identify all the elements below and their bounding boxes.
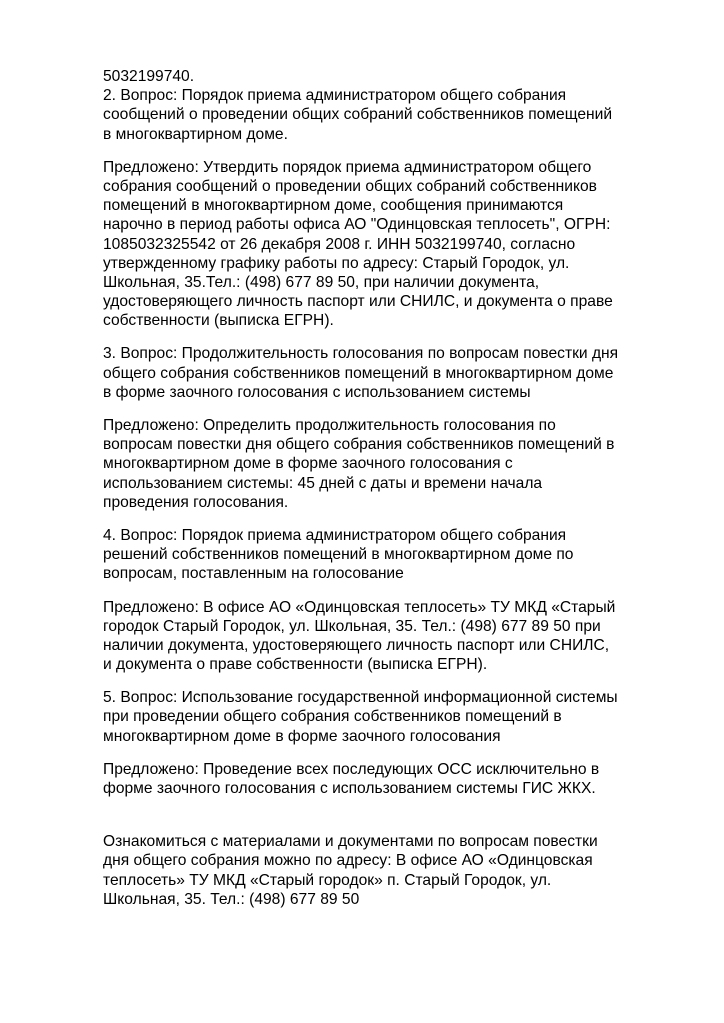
text-line: Ознакомиться с материалами и документами по вопросам повестки (103, 833, 598, 851)
text-line: 5. Вопрос: Использование государственной информационной системы (103, 689, 618, 707)
text-line: многоквартирном доме в форме заочного голосования (103, 727, 501, 745)
text-line: использованием системы: 45 дней с даты и времени начала (103, 474, 543, 492)
text-line: нарочно в период работы офиса АО "Одинцовская теплосеть", ОГРН: (103, 216, 611, 234)
proposal-5-paragraph (103, 760, 683, 798)
text-line: утвержденному графику работы по адресу: Старый Городок, ул. (103, 254, 570, 272)
text-line: собственности (выписка ЕГРН). (103, 312, 334, 330)
text-line: при проведении общего собрания собственников помещений в (103, 708, 562, 726)
text-line: 4. Вопрос: Порядок приема администратором общего собрания (103, 526, 567, 544)
text-line: Школьная, 35. Тел.: (498) 677 89 50 (103, 890, 360, 908)
lead-paragraph (103, 67, 683, 86)
text-line: 5032199740. (103, 68, 195, 85)
document-page (103, 67, 683, 909)
text-line: 1085032325542 от 26 декабря 2008 г. ИНН 5032199740, согласно (103, 235, 576, 253)
text-line: проведения голосования. (103, 493, 289, 511)
text-line: Предложено: Утвердить порядок приема администратором общего (103, 158, 592, 176)
text-line: наличии документа, удостоверяющего личность паспорт или СНИЛС, (103, 636, 610, 654)
paragraph-gap (103, 584, 683, 598)
text-line: дня общего собрания можно по адресу: В офисе АО «Одинцовская (103, 852, 593, 870)
text-line: Школьная, 35.Тел.: (498) 677 89 50, при наличии документа, (103, 273, 540, 291)
proposal-4-paragraph (103, 598, 683, 675)
proposal-3-paragraph (103, 416, 683, 512)
text-line: собрания сообщений о проведении общих собраний собственников (103, 177, 597, 195)
text-line: решений собственников помещений в многоквартирном доме по (103, 546, 574, 564)
paragraph-gap (103, 746, 683, 760)
paragraph-gap (103, 798, 683, 832)
footer-note-paragraph (103, 832, 683, 909)
text-line: в многоквартирном доме. (103, 125, 288, 143)
text-line: городок Старый Городок, ул. Школьная, 35. Тел.: (498) 677 89 50 при (103, 617, 601, 635)
paragraph-gap (103, 402, 683, 416)
text-line: и документа о праве собственности (выписка ЕГРН). (103, 656, 488, 674)
question-3-heading (103, 344, 683, 402)
text-line: вопросам повестки дня общего собрания собственников помещений в (103, 436, 615, 454)
text-line: сообщений о проведении общих собраний собственников помещений (103, 106, 613, 124)
proposal-2-paragraph (103, 158, 683, 331)
text-line: общего собрания собственников помещений в многоквартирном доме (103, 364, 614, 382)
paragraph-gap (103, 512, 683, 526)
text-line: многоквартирном доме в форме заочного голосования с (103, 455, 513, 473)
text-line: 3. Вопрос: Продолжительность голосования по вопросам повестки дня (103, 345, 619, 363)
text-line: теплосеть» ТУ МКД «Старый городок» п. Старый Городок, ул. (103, 871, 552, 889)
question-2-heading (103, 86, 683, 144)
text-line: 2. Вопрос: Порядок приема администратором общего собрания (103, 87, 567, 105)
text-line: удостоверяющего личность паспорт или СНИЛС, и документа о праве (103, 293, 613, 311)
paragraph-gap (103, 674, 683, 688)
text-line: Предложено: Определить продолжительность голосования по (103, 417, 556, 434)
paragraph-gap (103, 330, 683, 344)
question-5-heading (103, 688, 683, 746)
paragraph-gap (103, 144, 683, 158)
text-line: Предложено: Проведение всех последующих ОСС исключительно в (103, 760, 600, 778)
text-line: форме заочного голосования с использованием системы ГИС ЖКХ. (103, 780, 596, 797)
text-line: Предложено: В офисе АО «Одинцовская теплосеть» ТУ МКД «Старый (103, 598, 616, 616)
text-line: в форме заочного голосования с использованием системы (103, 383, 531, 401)
text-line: вопросам, поставленным на голосование (103, 565, 404, 583)
text-line: помещений в многоквартирном доме, сообщения принимаются (103, 197, 564, 215)
question-4-heading (103, 526, 683, 584)
